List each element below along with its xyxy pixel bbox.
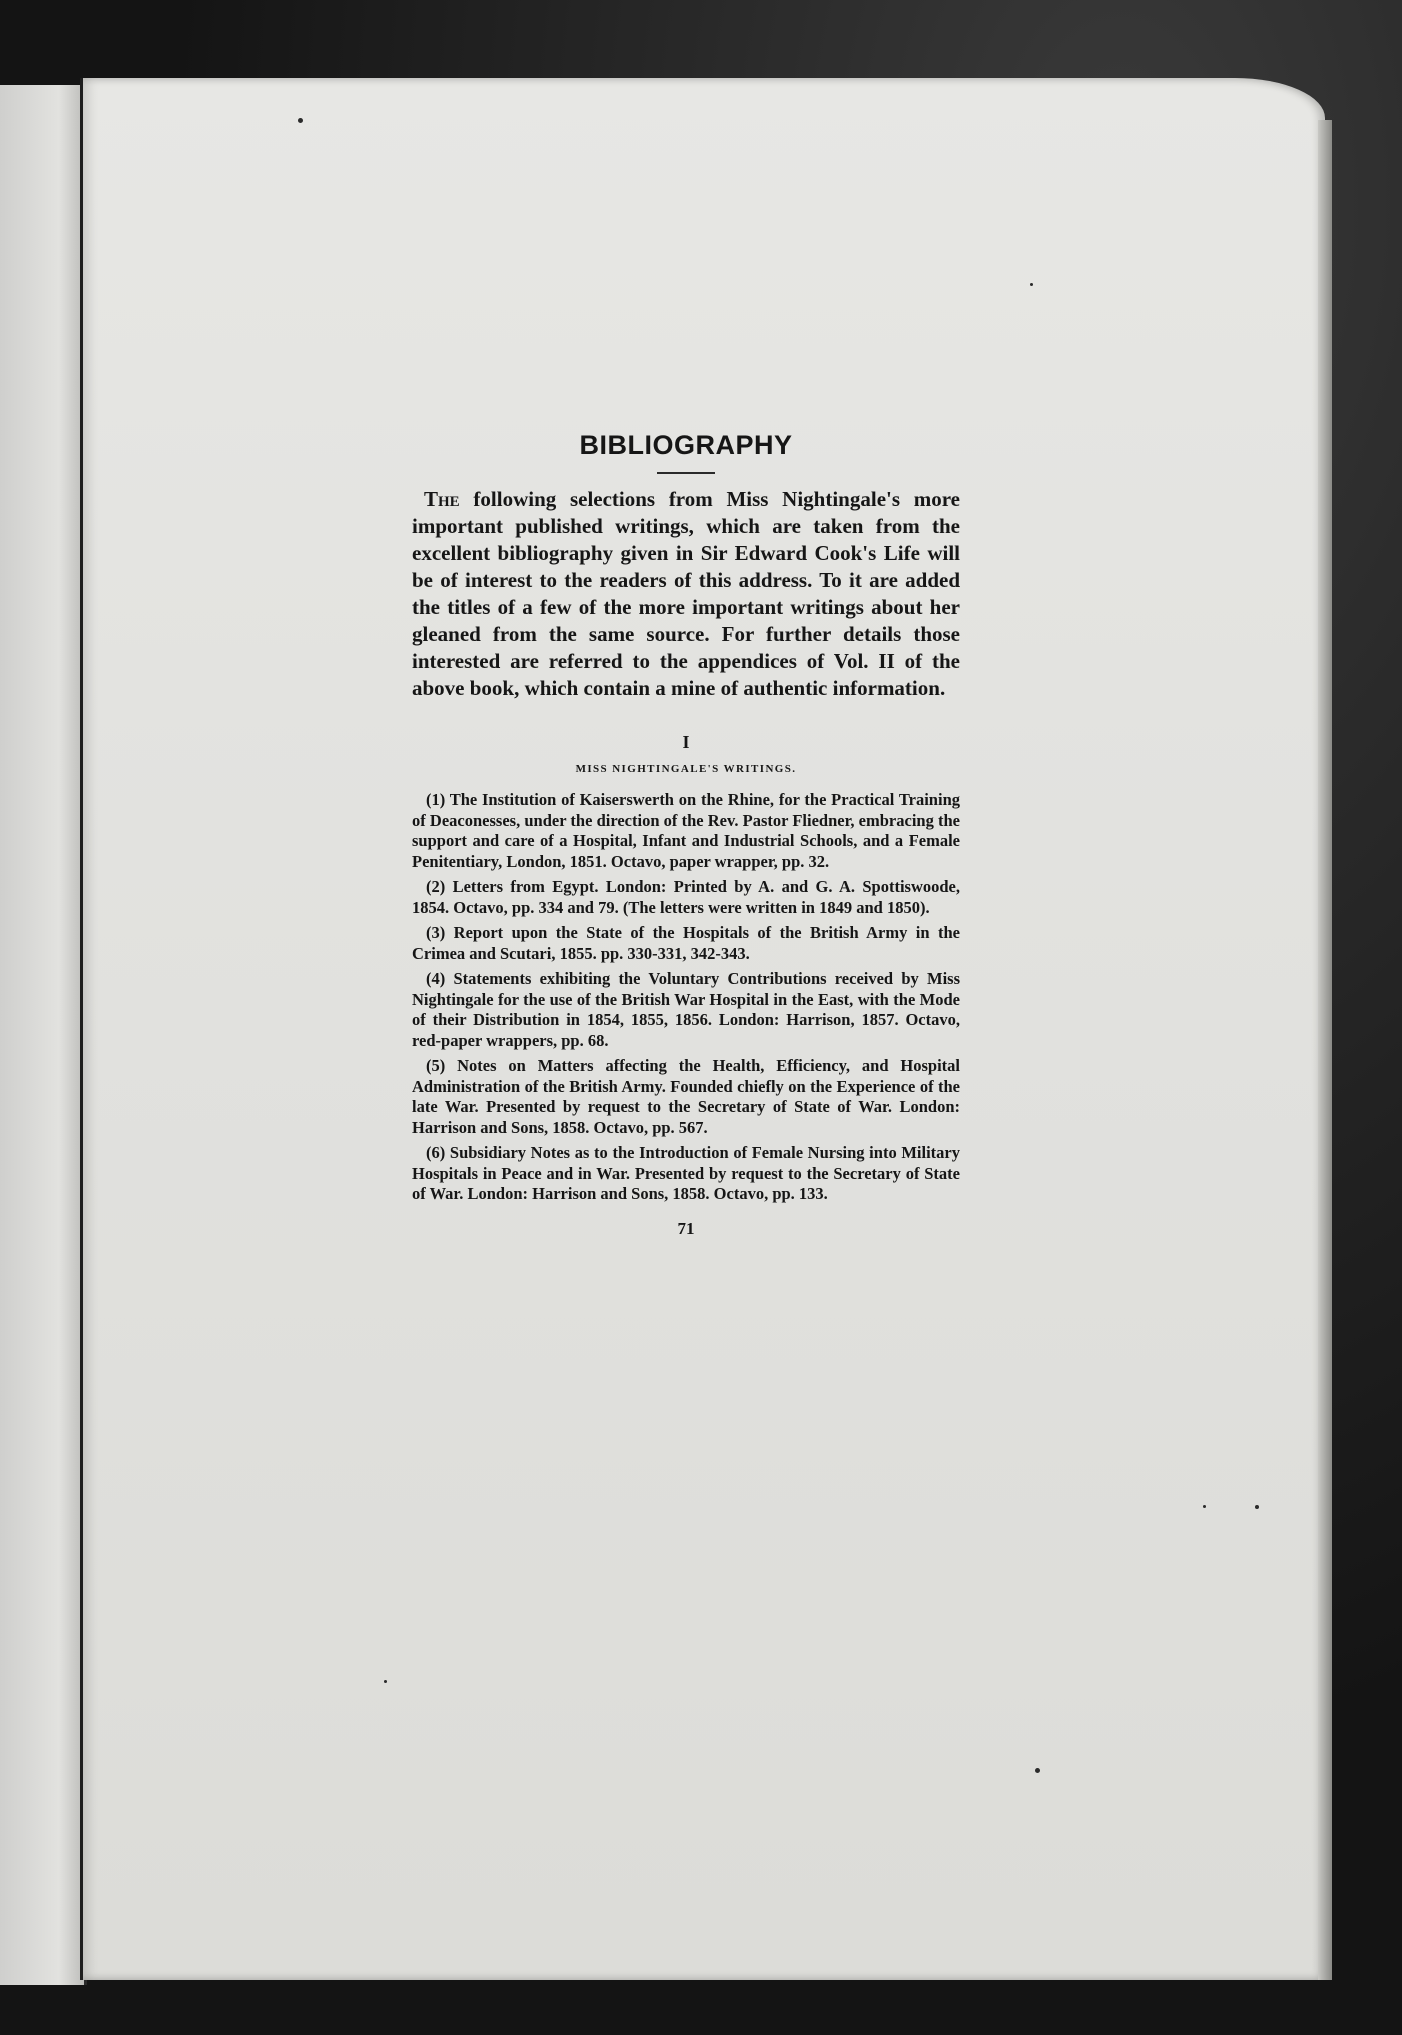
- bibliography-entry: (6) Subsidiary Notes as to the Introduction of Female Nursing into Military Hospitals in Peace and in War. Presented by request to the Secretary of State of War. London: Harrison and Sons, 1858. Octavo, pp. 133.: [412, 1143, 960, 1203]
- page-text: [412, 430, 960, 1239]
- scan-speck: [1030, 283, 1033, 286]
- bibliography-entry: (4) Statements exhibiting the Voluntary Contributions received by Miss Nightingale for the use of the British War Hospital in the East, with the Mode of their Distribution in 1854, 1855, 1856. London: Harrison, 1857. Octavo, red-paper wrappers, pp. 68.: [412, 969, 960, 1050]
- section-numeral: I: [682, 732, 690, 752]
- bibliography-entry: (3) Report upon the State of the Hospitals of the British Army in the Crimea and Scutari, 1855. pp. 330-331, 342-343.: [412, 923, 960, 963]
- page-number: 71: [677, 1218, 695, 1238]
- page-right-edge: [1318, 120, 1332, 1980]
- section-heading: MISS NIGHTINGALE'S WRITINGS.: [575, 763, 797, 775]
- scan-speck: [384, 1680, 387, 1683]
- bibliography-list: [412, 790, 960, 1205]
- scan-speck: [1255, 1505, 1259, 1509]
- intro-first-word: The: [424, 487, 460, 511]
- previous-page-edge: [0, 85, 87, 1985]
- intro-paragraph: [412, 486, 960, 702]
- page-title: BIBLIOGRAPHY: [579, 430, 793, 460]
- scan-speck: [298, 118, 303, 123]
- intro-text: following selections from Miss Nightingale's more important published writings, which are taken from the excellent bibliography given in Sir Edward Cook's Life will be of interest to the readers of this address. To it are added the titles of a few of the more important writings about her gleaned from the same source. For further details those interested are referred to the appendices of Vol. II of the above book, which contain a mine of authentic information.: [412, 487, 960, 700]
- title-rule: [657, 472, 715, 474]
- scan-speck: [1203, 1505, 1206, 1508]
- bibliography-entry: (5) Notes on Matters affecting the Health, Efficiency, and Hospital Administration of the British Army. Founded chiefly on the Experience of the late War. Presented by request to the Secretary of State of War. London: Harrison and Sons, 1858. Octavo, pp. 567.: [412, 1056, 960, 1137]
- scan-speck: [1035, 1768, 1040, 1773]
- bibliography-entry: (1) The Institution of Kaiserswerth on the Rhine, for the Practical Training of Deaconesses, under the direction of the Rev. Pastor Fliedner, embracing the support and care of a Hospital, Infant and Industrial Schools, and a Female Penitentiary, London, 1851. Octavo, paper wrapper, pp. 32.: [412, 790, 960, 871]
- bibliography-entry: (2) Letters from Egypt. London: Printed by A. and G. A. Spottiswoode, 1854. Octavo, pp. 334 and 79. (The letters were written in 1849 and 1850).: [412, 877, 960, 917]
